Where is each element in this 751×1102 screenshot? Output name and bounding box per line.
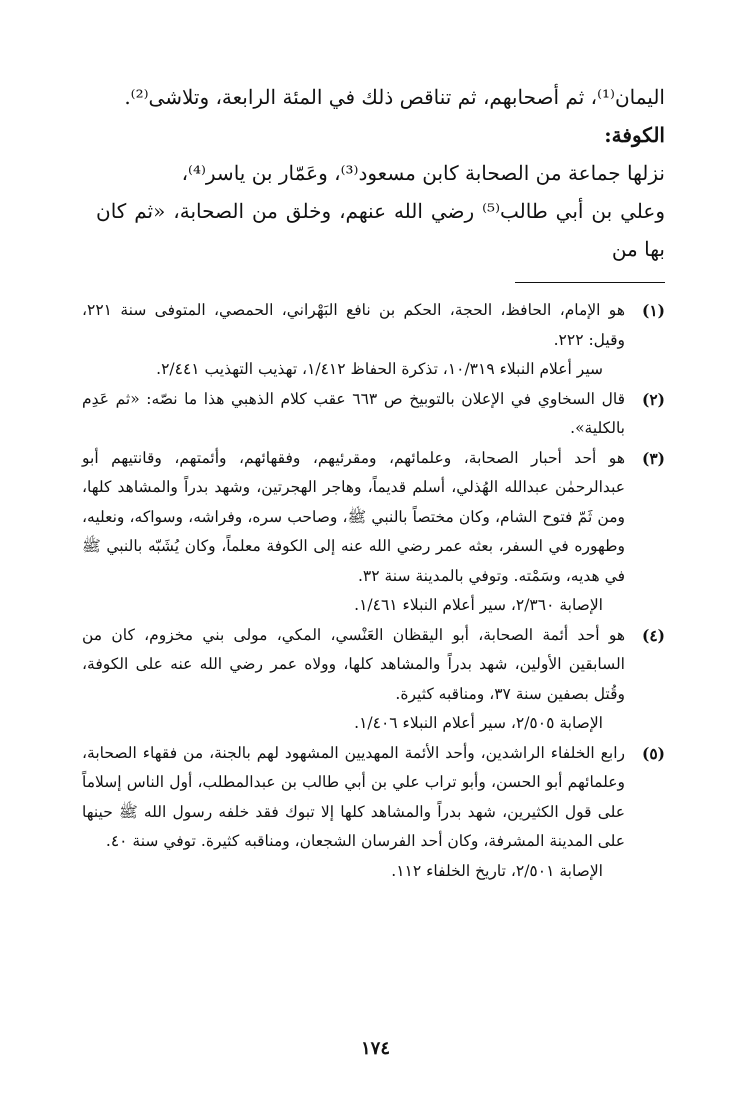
footnote-text: قال السخاوي في الإعلان بالتوبيخ ص ٦٦٣ عقب كلام الذهبي هذا ما نصّه: «ثم عَدِم بالكلية».: [82, 389, 625, 437]
footnote-2: [82, 385, 665, 444]
footnote-number: (٤): [641, 625, 665, 645]
page-number: ١٧٤: [360, 1038, 390, 1059]
footnote-text: رابع الخلفاء الراشدين، وأحد الأئمة المهديين المشهود لهم بالجنة، من فقهاء الصحابة، وعلمائهم أبو الحسن، وأبو تراب علي بن أبي طالب بن عبدالمطلب، أول الناس إسلاماً على قول الكثيرين، شهد بدراً والمشاهد كلها إلا تبوك فقد خلفه رسول الله ﷺ حينها على المدينة المشرفة، وكان أحد الفرسان الشجعان، ومناقبه كثيرة. توفي سنة ٤٠.: [82, 743, 625, 850]
footnote-number: (١): [641, 301, 665, 320]
footnote-text: هو أحد أحبار الصحابة، وعلمائهم، ومقرئيهم، وفقهائهم، وأئمتهم، وقانتيهم أبو عبدالرحمٰن عبدالله الهُذلي، أسلم قديماً، وهاجر الهجرتين، وشهد بدراً والمشاهد كلها، ومن ثَمّ فتوح الشام، وكان مختصاً بالنبي ﷺ، وصاحب سره، وفراشه، وسواكه، ونعليه، وطهوره في السفر، بعثه عمر رضي الله عنه إلى الكوفة معلماً، وكان يُشَبّه بالنبي ﷺ في هديه، وسَمْته. وتوفي بالمدينة سنة ٣٢.: [82, 448, 625, 585]
footnote-separator: [515, 282, 665, 283]
footnote-text: هو الإمام، الحافظ، الحجة، الحكم بن نافع البَهْراني، الحمصي، المتوفى سنة ٢٢١، وقيل: ٢٢٢.: [82, 301, 625, 349]
footnote-5: [82, 739, 665, 887]
main-line-3: وعلي بن أبي طالب⁽⁵⁾ رضي الله عنهم، وخلق من الصحابة، «ثم كان بها من: [96, 199, 665, 261]
main-text: [96, 78, 665, 268]
main-line-2: نزلها جماعة من الصحابة كابن مسعود⁽³⁾، وعَمّار بن ياسر⁽⁴⁾،: [181, 161, 665, 185]
footnote-number: (٣): [641, 448, 665, 468]
footnote-source: الإصابة ٢/٥٠١، تاريخ الخلفاء ١١٢.: [391, 861, 603, 880]
section-heading: الكوفة:: [604, 123, 665, 147]
footnote-number: (٢): [641, 389, 665, 409]
footnote-1: [82, 296, 665, 385]
footnote-3: [82, 444, 665, 621]
footnotes: [82, 296, 665, 886]
footnote-4: [82, 621, 665, 739]
footnote-text: هو أحد أئمة الصحابة، أبو اليقظان العَنْسي، المكي، مولى بني مخزوم، كان من السابقين الأولين، شهد بدراً والمشاهد كلها، وولاه عمر رضي الله عنه على الكوفة، وقُتل بصفين سنة ٣٧، ومناقبه كثيرة.: [82, 625, 625, 703]
main-line-1: اليمان⁽¹⁾، ثم أصحابهم، ثم تناقص ذلك في المئة الرابعة، وتلاشى⁽²⁾.: [124, 85, 665, 109]
footnote-source: الإصابة ٢/٥٠٥، سير أعلام النبلاء ١/٤٠٦.: [354, 714, 603, 732]
footnote-number: (٥): [641, 743, 665, 763]
footnote-source: سير أعلام النبلاء ١٠/٣١٩، تذكرة الحفاظ ١/٤١٢، تهذيب التهذيب ٢/٤٤١.: [156, 360, 603, 378]
footnote-source: الإصابة ٢/٣٦٠، سير أعلام النبلاء ١/٤٦١.: [354, 596, 603, 614]
